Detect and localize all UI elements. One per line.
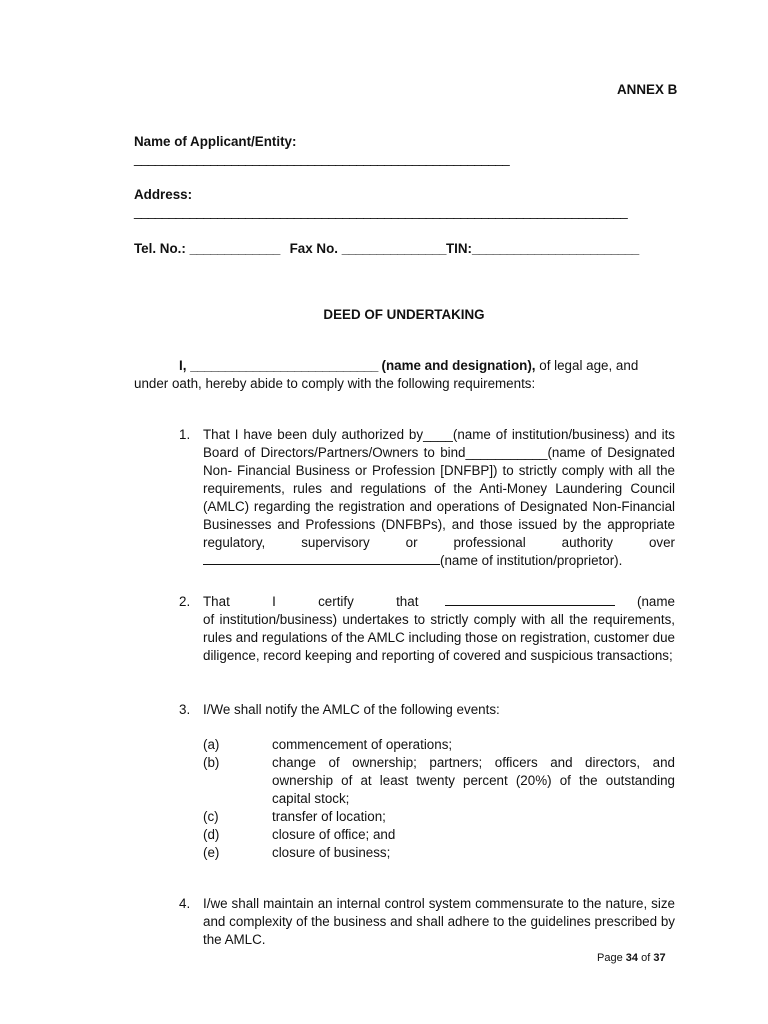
intro-name-designation: (name and designation), [381, 358, 536, 373]
tin-label: TIN: [445, 241, 472, 256]
tel-line: _____________ [189, 241, 280, 256]
intro-line-1 [179, 357, 638, 375]
item-1-part-4: (name of institution/proprietor). [440, 553, 623, 568]
item-2-text [203, 593, 675, 665]
sub-item-c-text: transfer of location; [272, 809, 386, 824]
item-2-part-1: That I certify that [203, 594, 419, 609]
intro-i: I, [179, 358, 187, 373]
sub-item-d-text: closure of office; and [272, 827, 396, 842]
annex-label: ANNEX B [617, 82, 678, 97]
intro-rest: of legal age, and [539, 358, 639, 373]
item-1-part-1: That I have been duly authorized by [203, 427, 424, 442]
intro-line-2: under oath, hereby abide to comply with the following requirements: [134, 376, 536, 391]
name-of-applicant-label: Name of Applicant/Entity: [134, 134, 297, 149]
document-title: DEED OF UNDERTAKING [323, 307, 485, 322]
item-1-blank-1: ____ [423, 427, 453, 442]
item-1-underline-field [203, 552, 440, 565]
footer-page-word: Page [597, 952, 623, 964]
address-label: Address: [134, 187, 193, 202]
contact-row [134, 240, 639, 258]
intro-blank: ___________________________ [190, 358, 378, 373]
item-1-part-2: (name of institution/business) and its Board of Directors/Partners/Owners to bind [203, 427, 675, 460]
sub-item-a-label: (a) [203, 737, 220, 752]
name-of-applicant-line: ______________________________________________________ [134, 151, 510, 166]
fax-line: _______________ [341, 241, 446, 256]
tin-line: ________________________ [471, 241, 639, 256]
fax-label: Fax No. [289, 241, 338, 256]
address-line: _______________________________________________________________________ [134, 204, 628, 219]
footer-page-number: 34 [625, 952, 639, 964]
sub-item-b-label: (b) [203, 755, 220, 770]
sub-item-b-text: change of ownership; partners; officers and directors, and ownership of at least twenty percent (20%) of the outstanding capital stock; [272, 755, 675, 806]
footer-of-word: of [641, 952, 651, 964]
page-footer [597, 949, 666, 967]
sub-item-e-label: (e) [203, 845, 220, 860]
item-1-text [203, 426, 675, 570]
item-1-part-3: (name of Designated Non- Financial Business or Profession [DNFBP]) to strictly comply with all the requirements, rules and regulations of the Anti-Money Laundering Council (AMLC) regarding the registration and operations of Designated Non-Financial Businesses and Professions (DNFBPs), and those issued by the appropriate regulatory, supervisory or professional authority over [203, 445, 675, 550]
sub-item-c-label: (c) [203, 809, 219, 824]
item-1-number: 1. [179, 427, 191, 442]
item-2-underline-field [445, 593, 615, 606]
item-4-number: 4. [179, 896, 191, 911]
item-2-number: 2. [179, 594, 191, 609]
item-1-blank-2: ___________ [465, 445, 548, 460]
item-2-part-2: (name of institution/business) undertakes to strictly comply with all the requirements, rules and regulations of the AMLC including those on registration, customer due diligence, record keeping and reporting of covered and suspicious transactions; [203, 594, 675, 663]
sub-item-a-text: commencement of operations; [272, 737, 453, 752]
sub-item-e-text: closure of business; [272, 845, 391, 860]
item-4-text: I/we shall maintain an internal control system commensurate to the nature, size and complexity of the business and shall adhere to the guidelines prescribed by the AMLC. [203, 896, 675, 947]
tel-label: Tel. No.: [134, 241, 186, 256]
sub-item-d-label: (d) [203, 827, 220, 842]
item-3-number: 3. [179, 702, 191, 717]
footer-page-total: 37 [653, 952, 666, 964]
item-3-text: I/We shall notify the AMLC of the following events: [203, 702, 500, 717]
